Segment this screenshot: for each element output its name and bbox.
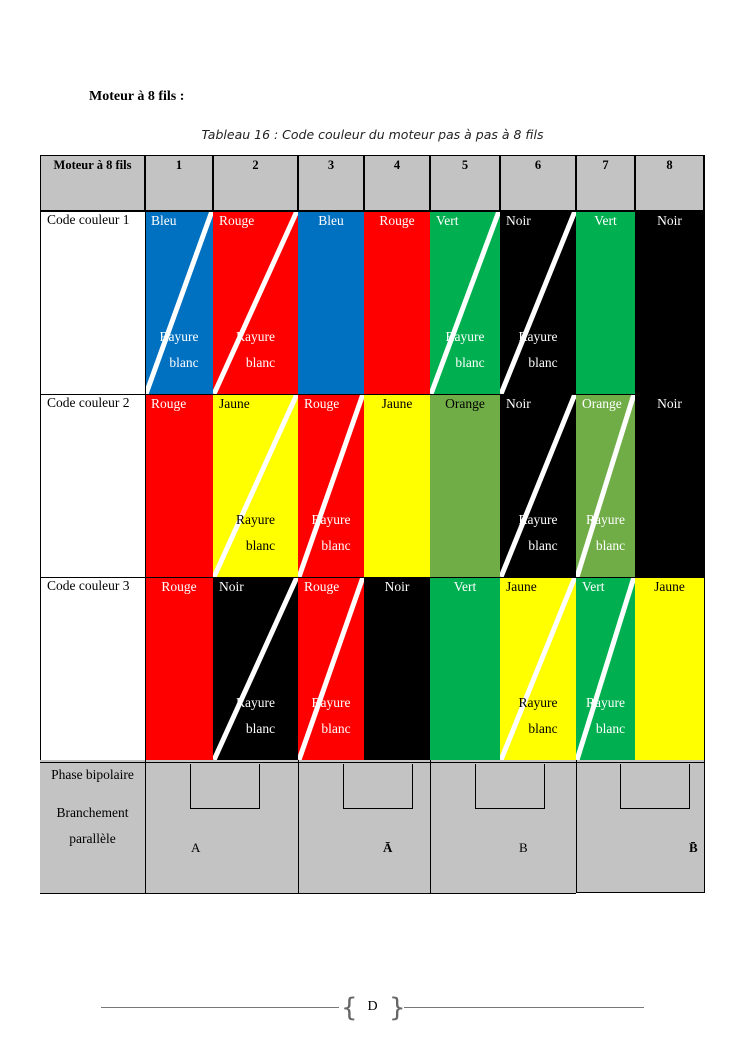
- row-label-code-couleur-3: Code couleur 3: [40, 577, 145, 760]
- phase-winding-box-4: [620, 764, 690, 809]
- wire-color-name: Rouge: [379, 213, 415, 228]
- stripe-label-2: blanc: [245, 538, 276, 553]
- wire-cell-r1-c3: [298, 211, 364, 394]
- stripe-label-2: blanc: [528, 355, 558, 370]
- wire-color-name: Orange: [445, 396, 485, 411]
- stripe-label-2: blanc: [321, 721, 351, 736]
- wire-color-name: Rouge: [151, 396, 187, 411]
- column-header-3: 3: [298, 155, 364, 211]
- stripe-label-2: blanc: [595, 721, 626, 736]
- stripe-label-2: blanc: [528, 538, 558, 553]
- wire-color-name: Jaune: [654, 579, 685, 594]
- phase-winding-box-1: [190, 764, 260, 809]
- stripe-label-1: Rayure: [586, 695, 625, 710]
- table-corner-header: Moteur à 8 fils: [40, 155, 145, 211]
- phase-winding-box-2: [343, 764, 413, 809]
- phase-letter-2: Ā: [383, 840, 393, 855]
- wire-cell-r3-c3: [298, 577, 364, 760]
- footer-bracket-left: {: [341, 993, 358, 1023]
- wire-cell-r3-c6: [500, 577, 576, 760]
- wire-cell-r1-c1: [145, 211, 213, 394]
- column-header-7: 7: [576, 155, 635, 211]
- wire-cell-r2-c6: [500, 394, 576, 577]
- wire-color-name: Noir: [506, 213, 531, 228]
- wire-color-name: Noir: [657, 396, 682, 411]
- wire-cell-r3-c7: [576, 577, 635, 760]
- wire-color-name: Vert: [436, 213, 459, 228]
- phase-row-label: [40, 760, 145, 893]
- wire-cell-r2-c2: [213, 394, 298, 577]
- stripe-label-2: blanc: [169, 355, 199, 370]
- phase-letter-3: B: [519, 840, 528, 855]
- wire-color-name: Noir: [219, 579, 244, 594]
- stripe-label-1: Rayure: [311, 512, 351, 527]
- stripe-label-1: Rayure: [236, 695, 275, 710]
- wire-cell-r1-c6: [500, 211, 576, 394]
- wire-cell-r2-c3: [298, 394, 364, 577]
- wire-cell-r2-c8: [635, 394, 704, 577]
- table-row-rule-2: [40, 394, 704, 395]
- wire-cell-r1-c8: [635, 211, 704, 394]
- wire-cell-r3-c4: [364, 577, 430, 760]
- column-header-5: 5: [430, 155, 500, 211]
- row-label-code-couleur-2: Code couleur 2: [40, 394, 145, 577]
- phase-divider-1: [145, 760, 146, 893]
- column-header-8: 8: [635, 155, 704, 211]
- phase-letter-4: B̄: [689, 840, 698, 855]
- stripe-label-2: blanc: [321, 538, 351, 553]
- phase-label-line-1: Phase bipolaire: [51, 767, 134, 782]
- wire-cell-r3-c1: [145, 577, 213, 760]
- wire-color-name: Bleu: [151, 213, 177, 228]
- stripe-label-1: Rayure: [236, 329, 275, 344]
- stripe-label-1: Rayure: [445, 329, 485, 344]
- phase-divider-4: [576, 760, 577, 893]
- stripe-label-1: Rayure: [518, 512, 558, 527]
- wire-cell-r2-c1: [145, 394, 213, 577]
- wire-color-name: Rouge: [161, 579, 197, 594]
- wire-color-name: Bleu: [318, 213, 344, 228]
- wire-color-name: Rouge: [304, 396, 340, 411]
- table-right-rule: [704, 155, 705, 893]
- table-row-rule-1: [40, 211, 704, 212]
- wire-cell-r3-c5: [430, 577, 500, 760]
- stripe-label-1: Rayure: [236, 512, 275, 527]
- wire-color-name: Jaune: [381, 396, 413, 411]
- stripe-label-2: blanc: [455, 355, 485, 370]
- wire-cell-r2-c7: [576, 394, 635, 577]
- stripe-label-1: Rayure: [159, 329, 199, 344]
- column-header-2: 2: [213, 155, 298, 211]
- wire-color-name: Noir: [384, 579, 410, 594]
- wire-cell-r3-c8: [635, 577, 704, 760]
- stripe-label-1: Rayure: [518, 695, 558, 710]
- wire-cell-r1-c4: [364, 211, 430, 394]
- table-row-rule-3: [40, 577, 704, 578]
- stripe-label-1: Rayure: [586, 512, 625, 527]
- wire-color-name: Vert: [582, 579, 605, 594]
- stripe-label-2: blanc: [528, 721, 558, 736]
- phase-divider-3: [430, 760, 431, 893]
- wire-cell-r1-c7: [576, 211, 635, 394]
- wire-cell-r3-c2: [213, 577, 298, 760]
- wire-cell-r2-c5: [430, 394, 500, 577]
- phase-letter-1: A: [191, 840, 201, 855]
- wire-cell-r1-c5: [430, 211, 500, 394]
- wire-color-name: Vert: [453, 579, 477, 594]
- table-bottom-rule-left: [40, 893, 576, 894]
- wire-color-name: Rouge: [304, 579, 340, 594]
- wire-color-name: Jaune: [506, 579, 537, 594]
- wire-color-name: Vert: [594, 213, 617, 228]
- phase-label-line-3: parallèle: [69, 831, 116, 846]
- wire-color-name: Noir: [657, 213, 682, 228]
- stripe-label-2: blanc: [245, 355, 276, 370]
- row-label-code-couleur-1: Code couleur 1: [40, 211, 145, 394]
- wire-color-name: Jaune: [219, 396, 250, 411]
- table-caption: Tableau 16 : Code couleur du moteur pas à pas à 8 fils: [201, 127, 544, 142]
- wire-cell-r2-c4: [364, 394, 430, 577]
- stripe-label-1: Rayure: [311, 695, 351, 710]
- phase-row-top-rule: [40, 762, 704, 763]
- column-header-6: 6: [500, 155, 576, 211]
- section-heading: Moteur à 8 fils :: [89, 89, 185, 104]
- wire-color-name: Noir: [506, 396, 531, 411]
- wire-color-name: Orange: [582, 396, 622, 411]
- column-header-1: 1: [145, 155, 213, 211]
- phase-divider-2: [298, 760, 299, 893]
- phase-winding-box-3: [475, 764, 545, 809]
- stripe-label-2: blanc: [245, 721, 276, 736]
- column-header-4: 4: [364, 155, 430, 211]
- wire-cell-r1-c2: [213, 211, 298, 394]
- stripe-label-2: blanc: [595, 538, 626, 553]
- table-bottom-rule-right: [576, 892, 704, 893]
- phase-label-line-2: Branchement: [56, 805, 129, 820]
- stripe-label-1: Rayure: [518, 329, 558, 344]
- footer-bracket-right: }: [389, 993, 406, 1023]
- page-number: D: [367, 999, 378, 1014]
- wire-color-name: Rouge: [219, 213, 255, 228]
